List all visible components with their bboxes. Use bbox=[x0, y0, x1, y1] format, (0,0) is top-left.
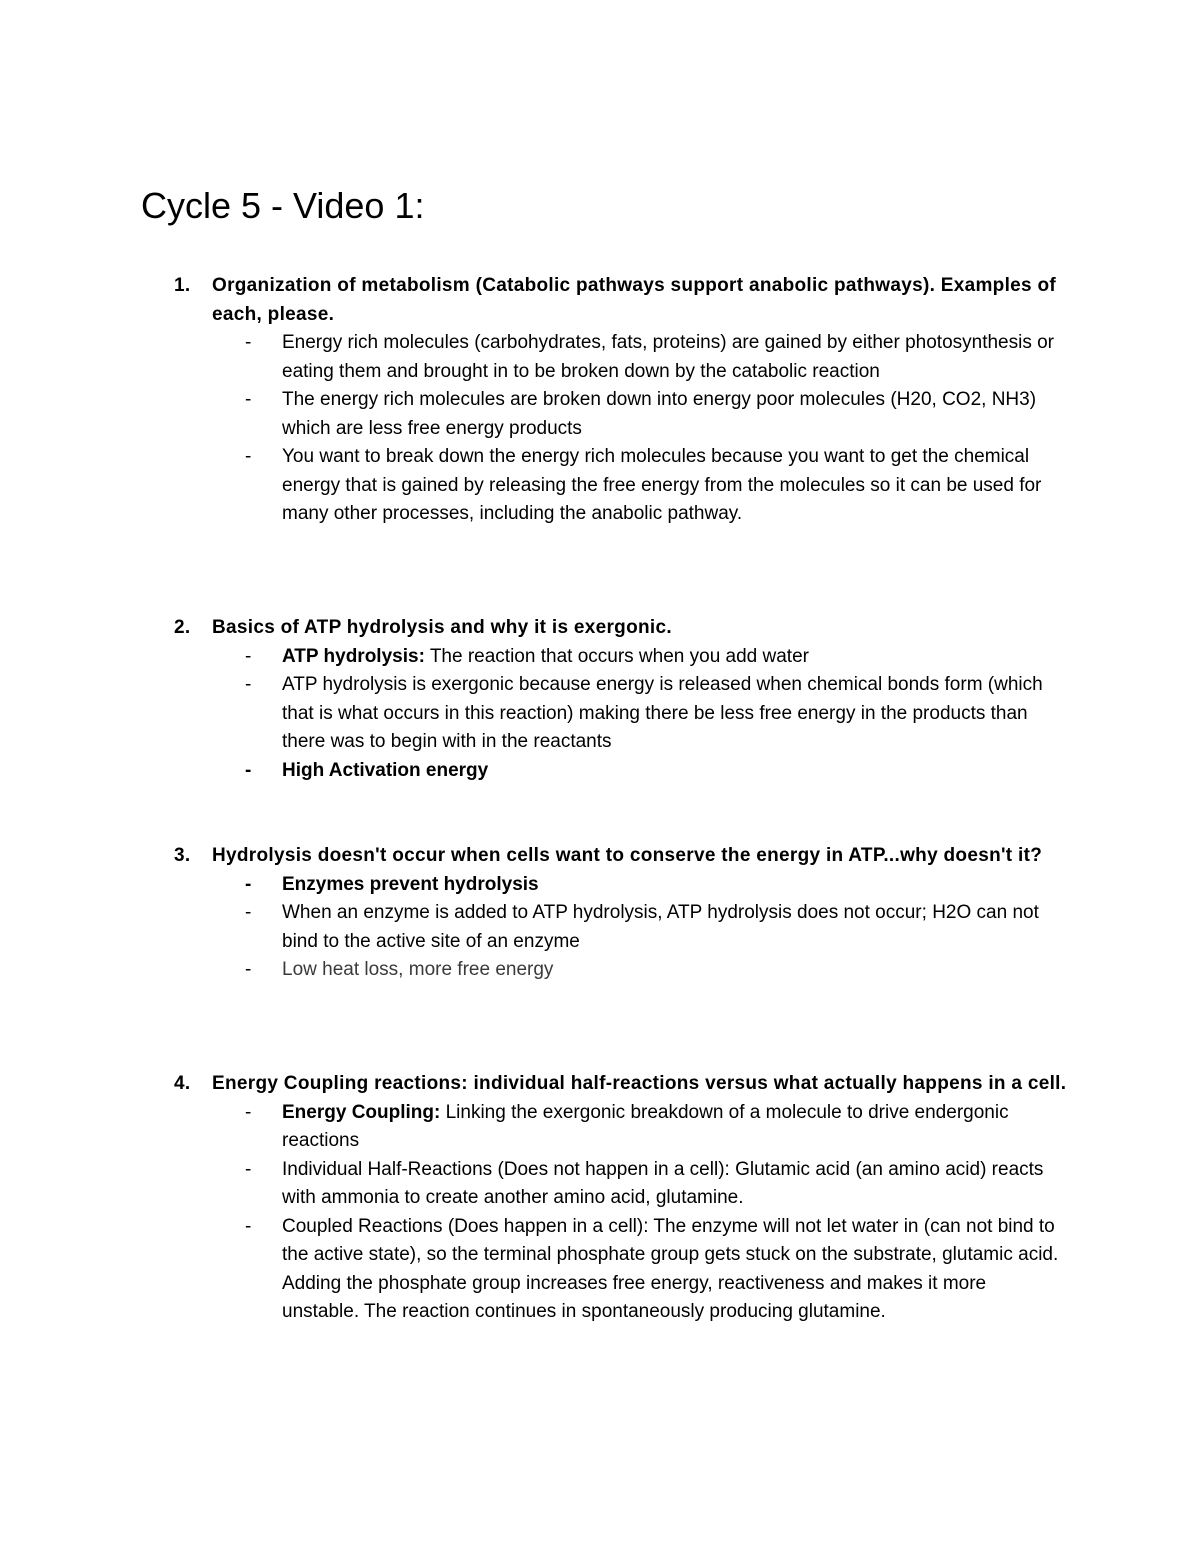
question-text: Organization of metabolism (Catabolic pathways support anabolic pathways). Examples of each, please. bbox=[212, 275, 1057, 325]
question-1 bbox=[0, 272, 1200, 529]
answer-bullet bbox=[0, 956, 1200, 985]
question-heading bbox=[0, 614, 1200, 643]
bullet-bold-text: Energy Coupling: bbox=[282, 1101, 441, 1123]
bullet-dash: - bbox=[245, 1158, 252, 1180]
bullet-dash: - bbox=[245, 759, 252, 781]
bullet-text: ATP hydrolysis is exergonic because energy is released when chemical bonds form (which that is what occurs in this reaction) making there be less free energy in the products than there was to begin with in the reactants bbox=[282, 674, 1043, 752]
answer-bullet bbox=[0, 757, 1200, 786]
answer-bullet bbox=[0, 671, 1200, 757]
question-number: 4. bbox=[174, 1073, 191, 1094]
bullet-bold-text: ATP hydrolysis: bbox=[282, 645, 425, 667]
question-text: Hydrolysis doesn't occur when cells want to conserve the energy in ATP...why doesn't it? bbox=[212, 845, 1043, 866]
question-heading bbox=[0, 1070, 1200, 1099]
question-4 bbox=[0, 1070, 1200, 1327]
bullet-dash: - bbox=[245, 389, 252, 410]
bullet-text: You want to break down the energy rich molecules because you want to get the chemical energy that is gained by releasing the free energy from the molecules so it can be used for many other processes, including the anabolic pathway. bbox=[282, 446, 1042, 524]
answer-bullet bbox=[0, 899, 1200, 956]
bullet-text: When an enzyme is added to ATP hydrolysis, ATP hydrolysis does not occur; H2O can not bind to the active site of an enzyme bbox=[282, 902, 1039, 952]
answer-bullet bbox=[0, 1213, 1200, 1327]
bullet-dash: - bbox=[245, 446, 252, 467]
answer-bullet bbox=[0, 386, 1200, 443]
bullet-dash: - bbox=[245, 332, 252, 353]
bullet-text: Individual Half-Reactions (Does not happen in a cell): Glutamic acid (an amino acid) reacts with ammonia to create another amino acid, glutamine. bbox=[282, 1158, 1044, 1208]
bullet-dash: - bbox=[245, 902, 252, 923]
answer-bullet bbox=[0, 643, 1200, 672]
answer-bullet bbox=[0, 443, 1200, 529]
bullet-text: The reaction that occurs when you add water bbox=[424, 645, 809, 667]
bullet-bold-text: Enzymes prevent hydrolysis bbox=[282, 873, 539, 895]
question-heading bbox=[0, 272, 1200, 329]
answer-list bbox=[0, 1099, 1200, 1327]
answer-list bbox=[0, 643, 1200, 786]
answer-bullet bbox=[0, 329, 1200, 386]
bullet-text: Energy rich molecules (carbohydrates, fats, proteins) are gained by either photosynthesis or eating them and brought in to be broken down by the catabolic reaction bbox=[282, 332, 1055, 382]
question-3 bbox=[0, 842, 1200, 985]
question-number: 2. bbox=[174, 617, 191, 638]
answer-bullet bbox=[0, 1156, 1200, 1213]
answer-bullet bbox=[0, 871, 1200, 900]
bullet-text: Coupled Reactions (Does happen in a cell): The enzyme will not let water in (can not bind to the active state), so the terminal phosphate group gets stuck on the substrate, glutamic acid. Adding the phosphate group increases free energy, reactiveness and makes it more unstable. The reaction continues in spontaneously producing glutamine. bbox=[282, 1215, 1059, 1322]
answer-list bbox=[0, 329, 1200, 529]
bullet-text: Linking the exergonic breakdown of a molecule to drive endergonic reactions bbox=[282, 1101, 1009, 1151]
question-number: 3. bbox=[174, 845, 191, 866]
bullet-dash: - bbox=[245, 873, 252, 895]
bullet-dash: - bbox=[245, 1101, 252, 1123]
question-2 bbox=[0, 614, 1200, 785]
answer-bullet bbox=[0, 1099, 1200, 1156]
bullet-dash: - bbox=[245, 1215, 252, 1237]
bullet-dash: - bbox=[245, 645, 252, 667]
page-title: Cycle 5 - Video 1: bbox=[141, 185, 425, 226]
question-text: Energy Coupling reactions: individual half-reactions versus what actually happens in a cell. bbox=[212, 1073, 1067, 1094]
answer-list bbox=[0, 871, 1200, 985]
bullet-text: Low heat loss, more free energy bbox=[282, 959, 554, 980]
question-number: 1. bbox=[174, 275, 191, 296]
question-text: Basics of ATP hydrolysis and why it is exergonic. bbox=[212, 617, 672, 638]
bullet-text: The energy rich molecules are broken down into energy poor molecules (H20, CO2, NH3) which are less free energy products bbox=[282, 389, 1037, 439]
question-heading bbox=[0, 842, 1200, 871]
bullet-dash: - bbox=[245, 959, 252, 980]
bullet-bold-text: High Activation energy bbox=[282, 759, 489, 781]
bullet-dash: - bbox=[245, 674, 252, 695]
